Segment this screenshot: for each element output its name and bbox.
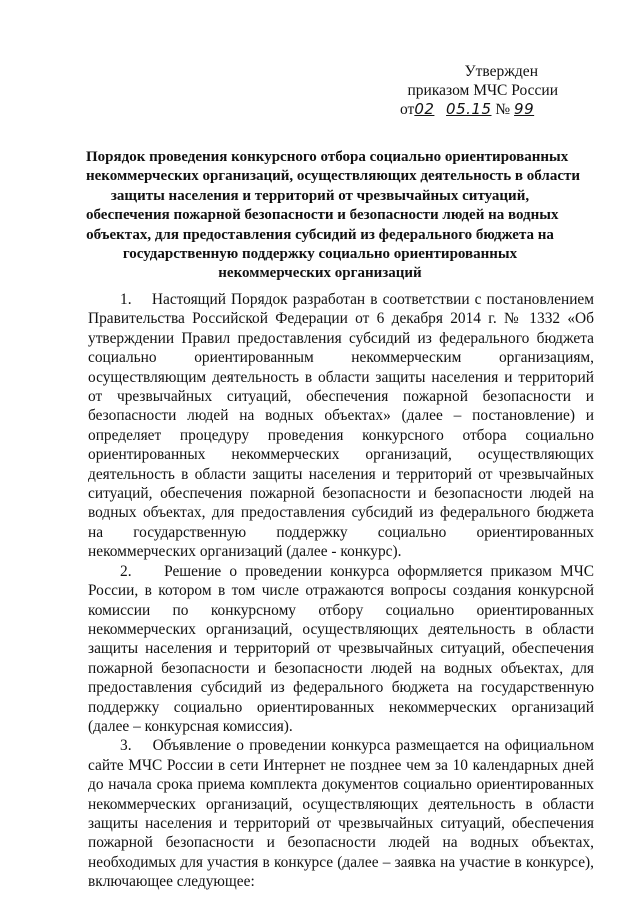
approval-date-line [368, 100, 568, 119]
handwritten-day: 02 [414, 100, 435, 118]
title-line: некоммерческих организаций [218, 265, 422, 282]
document-title [86, 148, 580, 284]
number-prefix: № [495, 101, 511, 118]
title-line: некоммерческих организаций, осуществляющих деятельность в области [86, 168, 580, 185]
handwritten-month-year: 05.15 [446, 100, 492, 118]
paragraph-2: 2. Решение о проведении конкурса оформляется приказом МЧС России, в котором в том числе отражаются вопросы создания конкурсной комиссии по конкурсному отбору социально ориентированных некоммерческих организаций, осуществляющих деятельность в области защиты населения и территорий от чрезвычайных ситуаций, обеспечения пожарной безопасности и безопасности людей на водных объектах, для предоставления субсидий из федерального бюджета на государственную поддержку социально ориентированных некоммерческих организаций (далее – конкурсная комиссия). [88, 562, 594, 735]
document-body [88, 290, 594, 892]
title-line: Порядок проведения конкурсного отбора социально ориентированных [86, 149, 569, 165]
title-line: государственную поддержку социально ориентированных [122, 246, 518, 263]
handwritten-order-number: 99 [514, 100, 535, 118]
title-line: обеспечения пожарной безопасности и безопасности людей на водных [86, 207, 559, 224]
paragraph-3: 3. Объявление о проведении конкурса размещается на официальном сайте МЧС России в сети Интернет не позднее чем за 10 календарных дней до начала срока приема комплекта документов социально ориентированных некоммерческих организаций, осуществляющих деятельность в области защиты населения и территорий от чрезвычайных ситуаций, обеспечения пожарной безопасности и безопасности людей на водных объектах, необходимых для участия в конкурсе (далее – заявка на участие в конкурсе), включающее следующее: [88, 737, 594, 891]
approval-order: приказом МЧС России [407, 82, 558, 99]
approval-stamp [368, 62, 568, 119]
approval-title: Утвержден [464, 63, 538, 80]
date-prefix: от [400, 101, 415, 118]
title-line: объектах, для предоставления субсидий из федерального бюджета на [86, 226, 554, 243]
paragraph-1: 1. Настоящий Порядок разработан в соответствии с постановлением Правительства Российской Федерации от 6 декабря 2014 г. № 1332 «Об утверждении Правил предоставления субсидий из федерального бюджета социально ориентированным некоммерческим организациям, осуществляющим деятельность в области защиты населения и территорий от чрезвычайных ситуаций, обеспечения пожарной безопасности и безопасности людей на водных объектах» (далее – постановление) и определяет процедуру проведения конкурсного отбора социально ориентированных некоммерческих организаций, осуществляющих деятельность в области защиты населения и территорий от чрезвычайных ситуаций, обеспечения пожарной безопасности и безопасности людей на водных объектах, для предоставления субсидий из федерального бюджета на государственную поддержку социально ориентированных некоммерческих организаций (далее - конкурс). [88, 291, 594, 561]
title-line: защиты населения и территорий от чрезвычайных ситуаций, [110, 187, 530, 204]
